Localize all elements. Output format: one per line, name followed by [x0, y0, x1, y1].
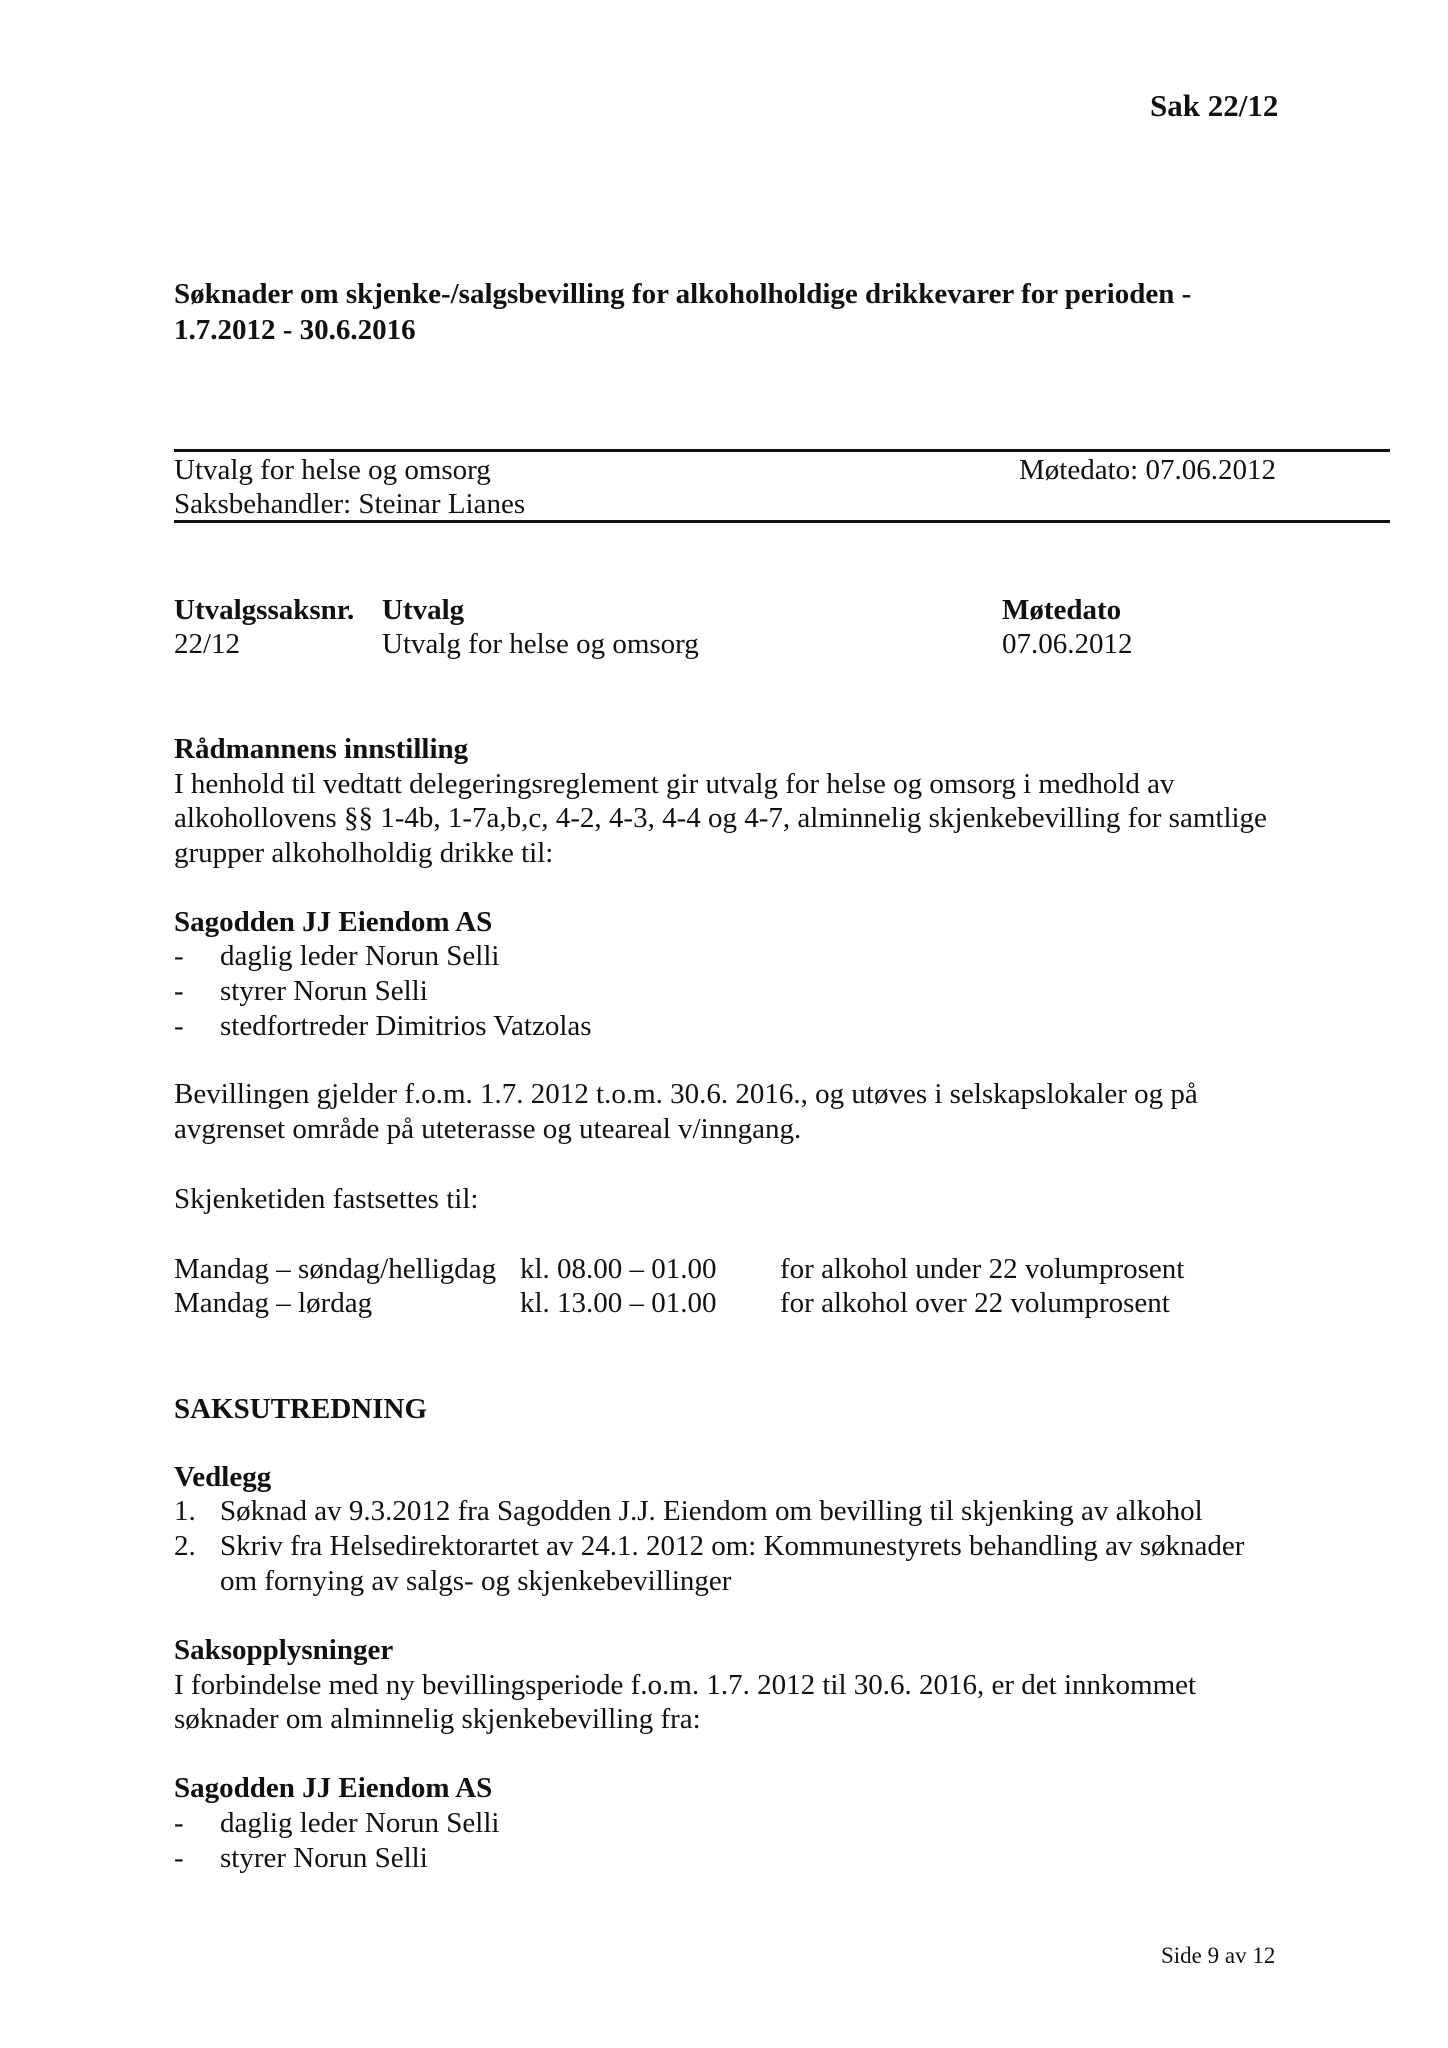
attachment-text-continuation: om fornying av salgs- og skjenkebevillinger — [220, 1565, 732, 1597]
validity-line-1: Bevillingen gjelder f.o.m. 1.7. 2012 t.o.m. 30.6. 2016., og utøves i selskapslokaler og på — [174, 1078, 1198, 1110]
person-entry: daglig leder Norun Selli — [220, 940, 500, 972]
list-item: - styrer Norun Selli — [174, 1842, 428, 1874]
applicant-company: Sagodden JJ Eiendom AS — [174, 1772, 493, 1804]
table-cell-meeting-date: 07.06.2012 — [1002, 628, 1133, 660]
list-item: - daglig leder Norun Selli — [174, 1807, 500, 1839]
list-item: - stedfortreder Dimitrios Vatzolas — [174, 1010, 592, 1042]
attachment-number: 1. — [174, 1495, 196, 1527]
header-top-rule — [174, 449, 1390, 452]
attachment-number: 2. — [174, 1530, 196, 1562]
table-cell-case-number: 22/12 — [174, 628, 241, 660]
recommendation-text-line-1: I henhold til vedtatt delegeringsreglement gir utvalg for helse og omsorg i medhold av — [174, 768, 1175, 800]
person-entry: styrer Norun Selli — [220, 1842, 428, 1874]
table-header-case-number: Utvalgssaksnr. — [174, 594, 355, 626]
hours-note-1: for alkohol under 22 volumprosent — [780, 1253, 1185, 1285]
recommendation-text-line-3: grupper alkoholholdig drikke til: — [174, 837, 554, 869]
list-item: - styrer Norun Selli — [174, 975, 428, 1007]
recommendation-heading: Rådmannens innstilling — [174, 733, 469, 765]
document-title-line-2: 1.7.2012 - 30.6.2016 — [174, 314, 416, 346]
investigation-heading: SAKSUTREDNING — [174, 1393, 427, 1425]
case-handler: Saksbehandler: Steinar Lianes — [174, 488, 526, 520]
committee-name: Utvalg for helse og omsorg — [174, 454, 491, 486]
table-header-meeting-date: Møtedato — [1002, 594, 1122, 626]
recommendation-text-line-2: alkohollovens §§ 1-4b, 1-7a,b,c, 4-2, 4-3, 4-4 og 4-7, alminnelig skjenkebevilling for samtlige — [174, 802, 1267, 834]
hours-note-2: for alkohol over 22 volumprosent — [780, 1287, 1170, 1319]
attachment-text: Skriv fra Helsedirektorartet av 24.1. 2012 om: Kommunestyrets behandling av søknader — [220, 1530, 1245, 1562]
list-item: - daglig leder Norun Selli — [174, 940, 500, 972]
facts-line-2: søknader om alminnelig skjenkebevilling fra: — [174, 1703, 701, 1735]
licensee-company: Sagodden JJ Eiendom AS — [174, 906, 493, 938]
document-title-line-1: Søknader om skjenke-/salgsbevilling for alkoholholdige drikkevarer for perioden - — [174, 278, 1192, 310]
attachments-heading: Vedlegg — [174, 1461, 272, 1493]
facts-heading: Saksopplysninger — [174, 1634, 394, 1666]
page-number: Side 9 av 12 — [1161, 1943, 1276, 1968]
hours-time-1: kl. 08.00 – 01.00 — [520, 1253, 717, 1285]
table-cell-committee: Utvalg for helse og omsorg — [382, 628, 699, 660]
hours-days-1: Mandag – søndag/helligdag — [174, 1253, 497, 1285]
list-item — [174, 1494, 1203, 1529]
hours-days-2: Mandag – lørdag — [174, 1287, 373, 1319]
meeting-date: Møtedato: 07.06.2012 — [1019, 454, 1276, 486]
hours-time-2: kl. 13.00 – 01.00 — [520, 1287, 717, 1319]
hours-intro: Skjenketiden fastsettes til: — [174, 1183, 479, 1215]
person-entry: styrer Norun Selli — [220, 975, 428, 1007]
person-entry: stedfortreder Dimitrios Vatzolas — [220, 1010, 592, 1042]
validity-line-2: avgrenset område på uteterasse og uteareal v/inngang. — [174, 1113, 802, 1145]
case-reference: Sak 22/12 — [1150, 88, 1279, 123]
facts-line-1: I forbindelse med ny bevillingsperiode f.o.m. 1.7. 2012 til 30.6. 2016, er det innkommet — [174, 1669, 1197, 1701]
header-bottom-rule — [174, 520, 1390, 523]
list-item — [174, 1529, 1244, 1564]
person-entry: daglig leder Norun Selli — [220, 1807, 500, 1839]
table-header-committee: Utvalg — [382, 594, 465, 626]
attachment-text: Søknad av 9.3.2012 fra Sagodden J.J. Eiendom om bevilling til skjenking av alkohol — [220, 1495, 1203, 1527]
